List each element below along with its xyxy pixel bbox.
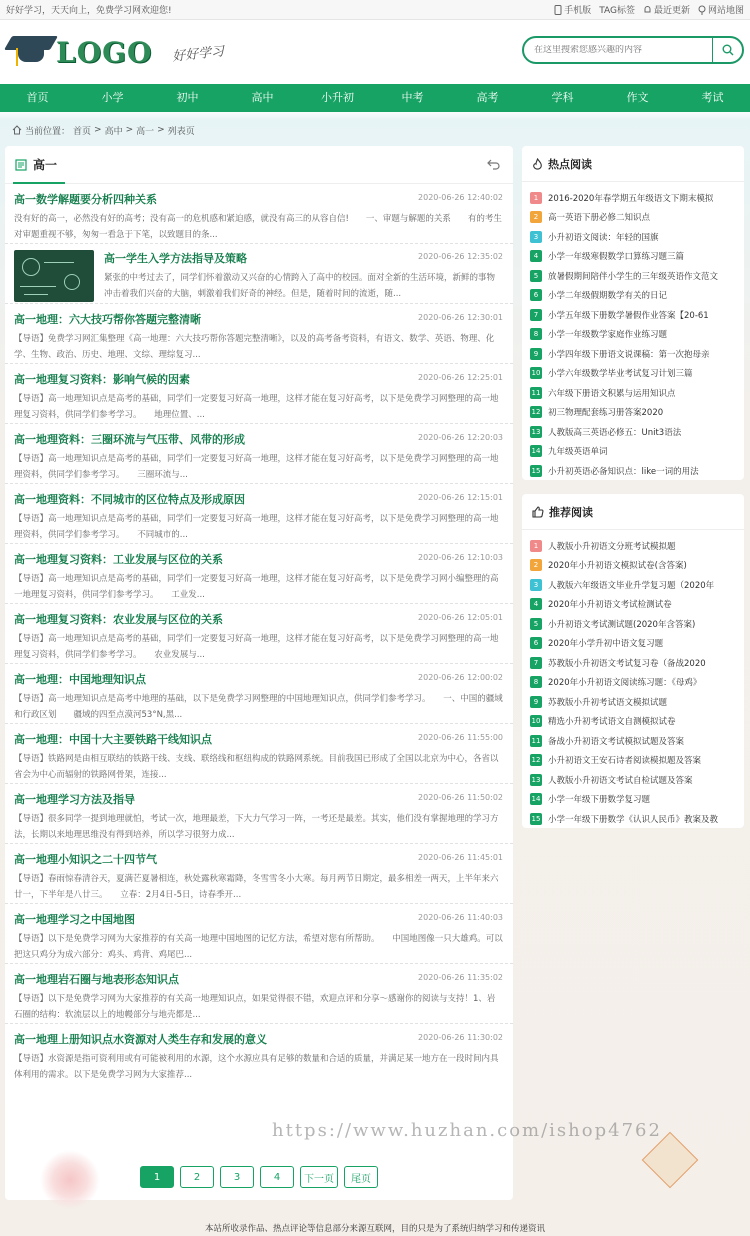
- list-item[interactable]: 6 小学二年级假期数学有关的日记: [530, 286, 744, 306]
- article-item[interactable]: [5, 244, 513, 304]
- search-button[interactable]: [712, 38, 742, 62]
- search-icon: [722, 44, 734, 56]
- breadcrumb-grade[interactable]: 高一: [136, 126, 155, 137]
- top-bar: [0, 0, 750, 20]
- list-item[interactable]: 8 2020年小升初语文阅读练习题：《母鸡》: [530, 673, 744, 693]
- top-links: [554, 3, 744, 16]
- page-2-button[interactable]: 2: [180, 1166, 214, 1188]
- breadcrumb-home[interactable]: 首页: [73, 126, 92, 137]
- article-title[interactable]: 高一地理复习资料：工业发展与区位的关系: [14, 553, 223, 566]
- nav-home[interactable]: 首页: [26, 91, 49, 104]
- article-date: 2020-06-26 12:40:02: [418, 193, 503, 202]
- breadcrumb-prefix: 当前位置：: [25, 126, 71, 137]
- list-item[interactable]: 14 小学一年级下册数学复习题: [531, 795, 651, 806]
- home-icon: [12, 125, 22, 135]
- hot-reading-header: [522, 146, 744, 182]
- nav-exam[interactable]: 考试: [701, 91, 724, 104]
- list-item[interactable]: 3 小升初语文阅读：年轻的国旗: [530, 227, 744, 247]
- article-date: 2020-06-26 12:10:03: [418, 553, 503, 562]
- list-item[interactable]: 1 人教版小升初语文分班考试模拟题: [530, 536, 744, 556]
- article-item[interactable]: [5, 184, 513, 244]
- article-item[interactable]: [5, 304, 513, 364]
- list-icon: [15, 159, 27, 171]
- article-date: 2020-06-26 12:20:03: [418, 433, 503, 442]
- nav-gaokao[interactable]: 高考: [476, 91, 499, 104]
- article-item[interactable]: [5, 1024, 513, 1083]
- list-item[interactable]: 4 2020年小升初语文考试检测试卷: [530, 595, 744, 615]
- article-summary: 【导语】以下是免费学习网为大家推荐的有关高一地理中国地图的记忆方法，希望对您有所帮助。 中国地图像一只大雄鸡。可以把这只鸡分为成六部分：鸡头、鸡背、鸡尾巴...: [14, 934, 503, 960]
- article-summary: 【导语】铁路网是由相互联结的铁路干线、支线、联络线和枢纽构成的铁路网系统。目前我国已形成了全国以北京为中心，各省以省会为中心而辐射的铁路网骨架，连接...: [14, 754, 499, 780]
- list-item[interactable]: 13 人教版小升初语文考试自检试题及答案: [531, 775, 693, 786]
- search-box: [522, 36, 744, 64]
- article-date: 2020-06-26 12:30:01: [418, 313, 503, 322]
- list-item[interactable]: 7 苏教版小升初语文考试复习卷（备战2020: [530, 653, 744, 673]
- article-item[interactable]: [5, 364, 513, 424]
- list-item[interactable]: 15 小升初英语必备知识点：like一词的用法: [531, 466, 699, 477]
- last-page-button[interactable]: 尾页: [344, 1166, 378, 1188]
- recommend-reading-title: 推荐阅读: [549, 505, 593, 519]
- list-item[interactable]: 13 人教版高三英语必修五：Unit3语法: [531, 427, 682, 438]
- recommend-reading-list: [522, 530, 744, 829]
- article-item[interactable]: [5, 484, 513, 544]
- article-date: 2020-06-26 11:55:00: [418, 733, 503, 742]
- thumbs-up-icon: [532, 506, 544, 518]
- sitemap-link[interactable]: 网站地图: [698, 3, 744, 16]
- logo-text: LOGO: [56, 35, 153, 69]
- back-icon[interactable]: [487, 158, 501, 170]
- list-item[interactable]: 5 放暑假期间陪伴小学生的三年级英语作文范文: [530, 266, 744, 286]
- article-list: [5, 184, 513, 1083]
- recommend-reading-panel: [522, 494, 744, 828]
- article-date: 2020-06-26 11:35:02: [418, 973, 503, 982]
- article-summary: 【导语】高一地理知识点是高考的基础，同学们一定要复习好高一地理，这样才能在复习好高考，以下是免费学习网小编整理的高一地理复习资料，供同学们参考学习。 工业发...: [14, 574, 499, 600]
- list-item[interactable]: 12 小升初语文王安石诗者阅读模拟题及答案: [531, 756, 702, 767]
- hot-reading-title: 热点阅读: [548, 157, 592, 171]
- footer-text: 本站所收录作品、热点评论等信息部分来源互联网，目的只是为了系统归纳学习和传递资讯: [204, 1224, 545, 1234]
- article-summary: 【导语】以下是免费学习网为大家推荐的有关高一地理知识点，如果觉得很不错，欢迎点评和分享～感谢你的阅读与支持！1、岩石圈的结构：软流层以上的地幔部分与地壳都是...: [14, 994, 496, 1020]
- next-page-button[interactable]: 下一页: [300, 1166, 338, 1188]
- list-item[interactable]: 3 人教版六年级语文毕业升学复习题（2020年: [530, 575, 744, 595]
- article-item[interactable]: [5, 904, 513, 964]
- page-3-button[interactable]: 3: [220, 1166, 254, 1188]
- graduation-cap-icon: [6, 30, 56, 74]
- article-date: 2020-06-26 12:35:02: [418, 252, 503, 261]
- list-title: 高一: [33, 158, 58, 172]
- article-summary: 没有好的高一，必然没有好的高考；没有高一的危机感和紧迫感，就没有高三的从容自信! 一、审题与解题的关系 有的考生对审题重视不够，匆匆一看急于下笔，以致题目的条...: [14, 214, 502, 240]
- article-title[interactable]: 高一地理岩石圈与地表形态知识点: [14, 973, 179, 986]
- nav-subject[interactable]: 学科: [551, 91, 574, 104]
- location-icon: [698, 5, 706, 15]
- list-item[interactable]: 10 小学六年级数学毕业考试复习计划三篇: [531, 369, 693, 380]
- list-item[interactable]: 9 小学四年级下册语文说课稿：第一次抱母亲: [530, 344, 744, 364]
- list-item[interactable]: 11 六年级下册语文积累与运用知识点: [531, 388, 676, 399]
- breadcrumb-current: 列表页: [167, 126, 195, 137]
- watermark: https://www.huzhan.com/ishop4762: [272, 1120, 662, 1141]
- article-item[interactable]: [5, 964, 513, 1024]
- article-title[interactable]: 高一地理资料：不同城市的区位特点及形成原因: [14, 493, 245, 506]
- flower-decoration: [40, 1150, 100, 1210]
- article-item[interactable]: [5, 784, 513, 844]
- article-thumbnail[interactable]: [14, 250, 94, 302]
- article-summary: 【导语】免费学习网汇集整理《高一地理：六大技巧帮你答题完整清晰》，以及的高考备考资料，有语文、数学、英语、物理、化学、生物、政治、历史、地理、文综、理综复习...: [14, 334, 495, 360]
- bell-icon: [643, 5, 652, 14]
- list-item[interactable]: 5 小升初语文考试测试题(2020年含答案): [530, 614, 744, 634]
- article-summary: 【导语】很多同学一提到地理就怕，考试一次，地理最差，下大力气学习一阵，一考还是最差。其实，他们没有掌握地理的学习方法，长期以来地理思维没有得到培养，所以学习很努力成...: [14, 814, 499, 840]
- list-item[interactable]: 14 九年级英语单词: [531, 447, 608, 458]
- hot-reading-list: [522, 182, 744, 481]
- welcome-text: 好好学习，天天向上，免费学习网欢迎您!: [6, 6, 172, 16]
- list-item[interactable]: 4 小学一年级寒假数学口算练习题三篇: [530, 247, 744, 267]
- article-title[interactable]: 高一地理资料：三圈环流与气压带、风带的形成: [14, 433, 245, 446]
- article-summary: 【导语】春雨惊春清谷天，夏满芒夏暑相连，秋处露秋寒霜降，冬雪雪冬小大寒。每月两节日期定，最多相差一两天，上半年来六廿一，下半年是八廿三。 立春：2月4日-5日，诗春季开...: [14, 874, 499, 900]
- article-title[interactable]: 高一地理：六大技巧帮你答题完整清晰: [14, 313, 201, 326]
- tag-link[interactable]: TAG标签: [599, 6, 635, 16]
- slogan: 好好学习: [171, 43, 226, 65]
- nav-zhongkao[interactable]: 中考: [401, 91, 424, 104]
- mobile-link[interactable]: 手机版: [554, 3, 591, 16]
- article-date: 2020-06-26 11:30:02: [418, 1033, 503, 1042]
- nav-primary[interactable]: 小学: [101, 91, 124, 104]
- article-title[interactable]: 高一地理：中国地理知识点: [14, 673, 146, 686]
- article-summary: 【导语】高一地理知识点是高考的基础，同学们一定要复习好高一地理，这样才能在复习好高考，以下是免费学习网整理的高一地理复习资料，供同学们参考学习。 农业发展与...: [14, 634, 499, 660]
- article-date: 2020-06-26 12:00:02: [418, 673, 503, 682]
- article-title[interactable]: 高一地理学习之中国地图: [14, 913, 135, 926]
- article-summary: 【导语】高一地理知识点是高考的基础，同学们一定要复习好高一地理，这样才能在复习好高考，以下是免费学习网整理的高一地理复习资料，供同学们参考学习。 地理位置、...: [14, 394, 499, 420]
- main-nav: [0, 84, 750, 112]
- article-item[interactable]: [5, 844, 513, 904]
- nav-essay[interactable]: 作文: [626, 91, 649, 104]
- article-item[interactable]: [5, 604, 513, 664]
- article-title[interactable]: 高一地理复习资料：农业发展与区位的关系: [14, 613, 223, 626]
- nav-junior[interactable]: 初中: [176, 91, 199, 104]
- article-title[interactable]: 高一学生入学方法指导及策略: [104, 252, 247, 265]
- nav-senior[interactable]: 高中: [251, 91, 274, 104]
- header: [0, 20, 750, 84]
- list-item[interactable]: 11 备战小升初语文考试模拟试题及答案: [531, 736, 685, 747]
- search-input[interactable]: [534, 45, 712, 55]
- list-item[interactable]: 7 小学五年级下册数学暑假作业答案【20-61: [530, 305, 744, 325]
- article-date: 2020-06-26 11:50:02: [418, 793, 503, 802]
- list-item[interactable]: 12 初三物理配套练习册答案2020: [531, 408, 664, 419]
- list-header: [5, 146, 513, 184]
- article-date: 2020-06-26 12:25:01: [418, 373, 503, 382]
- article-title[interactable]: 高一地理：中国十大主要铁路干线知识点: [14, 733, 212, 746]
- article-date: 2020-06-26 12:15:01: [418, 493, 503, 502]
- list-item[interactable]: 10 精选小升初考试语文自测模拟试卷: [531, 717, 676, 728]
- list-item[interactable]: 8 小学一年级数学家庭作业练习题: [530, 325, 744, 345]
- article-summary: 【导语】高一地理知识点是高考中地理的基础，以下是免费学习网整理的中国地理知识点，供同学们参考学习。 一、中国的疆域和行政区划 疆域的四至点漠河53°N,黑...: [14, 694, 503, 720]
- list-item[interactable]: 6 2020年小学升初中语文复习题: [530, 634, 744, 654]
- list-item[interactable]: 1 2016-2020年春学期五年级语文下期末模拟: [530, 188, 744, 208]
- article-title[interactable]: 高一地理复习资料：影响气候的因素: [14, 373, 190, 386]
- page-1-button[interactable]: 1: [140, 1166, 174, 1188]
- breadcrumb-senior[interactable]: 高中: [104, 126, 123, 137]
- article-date: 2020-06-26 11:40:03: [418, 913, 503, 922]
- page-4-button[interactable]: 4: [260, 1166, 294, 1188]
- site-logo[interactable]: [6, 30, 152, 74]
- article-item[interactable]: [5, 664, 513, 724]
- article-title[interactable]: 高一数学解题要分析四种关系: [14, 193, 157, 206]
- article-title[interactable]: 高一地理学习方法及指导: [14, 793, 135, 806]
- list-item[interactable]: 9 苏教版小升初考试语文模拟试题: [530, 692, 744, 712]
- article-item[interactable]: [5, 724, 513, 784]
- article-date: 2020-06-26 12:05:01: [418, 613, 503, 622]
- list-item[interactable]: 2 2020年小升初语文模拟试卷(含答案): [530, 556, 744, 576]
- article-item[interactable]: [5, 424, 513, 484]
- article-summary: 紧张的中考过去了，同学们怀着激动又兴奋的心情跨入了高中的校园。面对全新的生活环境，新鲜的事物冲击着我们兴奋的大脑，刺激着我们好奇的神经。但是，随着时间的流逝，随...: [104, 273, 496, 299]
- article-summary: 【导语】水资源是指可资利用或有可能被利用的水源，这个水源应具有足够的数量和合适的质量，并满足某一地方在一段时间内具体利用的需求。以下是免费学习网为大家推荐...: [14, 1054, 499, 1080]
- nav-xiaoshengchu[interactable]: 小升初: [321, 91, 354, 104]
- article-summary: 【导语】高一地理知识点是高考的基础，同学们一定要复习好高一地理，这样才能在复习好高考，以下是免费学习网整理的高一地理资料，供同学们参考学习。 三圈环流与...: [14, 454, 499, 480]
- fire-icon: [532, 158, 543, 170]
- recommend-reading-header: [522, 494, 744, 530]
- article-item[interactable]: [5, 544, 513, 604]
- article-title[interactable]: 高一地理上册知识点水资源对人类生存和发展的意义: [14, 1033, 267, 1046]
- hot-reading-panel: [522, 146, 744, 480]
- article-list-panel: [5, 146, 513, 1200]
- article-title[interactable]: 高一地理小知识之二十四节气: [14, 853, 157, 866]
- article-date: 2020-06-26 11:45:01: [418, 853, 503, 862]
- latest-link[interactable]: 最近更新: [643, 3, 690, 16]
- list-item[interactable]: 15 小学一年级下册数学《认识人民币》教案及教: [531, 814, 719, 825]
- article-summary: 【导语】高一地理知识点是高考的基础，同学们一定要复习好高一地理，这样才能在复习好高考，以下是免费学习网整理的高一地理资料，供同学们参考学习。 不同城市的...: [14, 514, 499, 540]
- list-item[interactable]: 2 高一英语下册必修二知识点: [530, 208, 744, 228]
- breadcrumb: 当前位置： 首页 > 高中 > 高一 > 列表页: [0, 112, 750, 148]
- phone-icon: [554, 5, 562, 15]
